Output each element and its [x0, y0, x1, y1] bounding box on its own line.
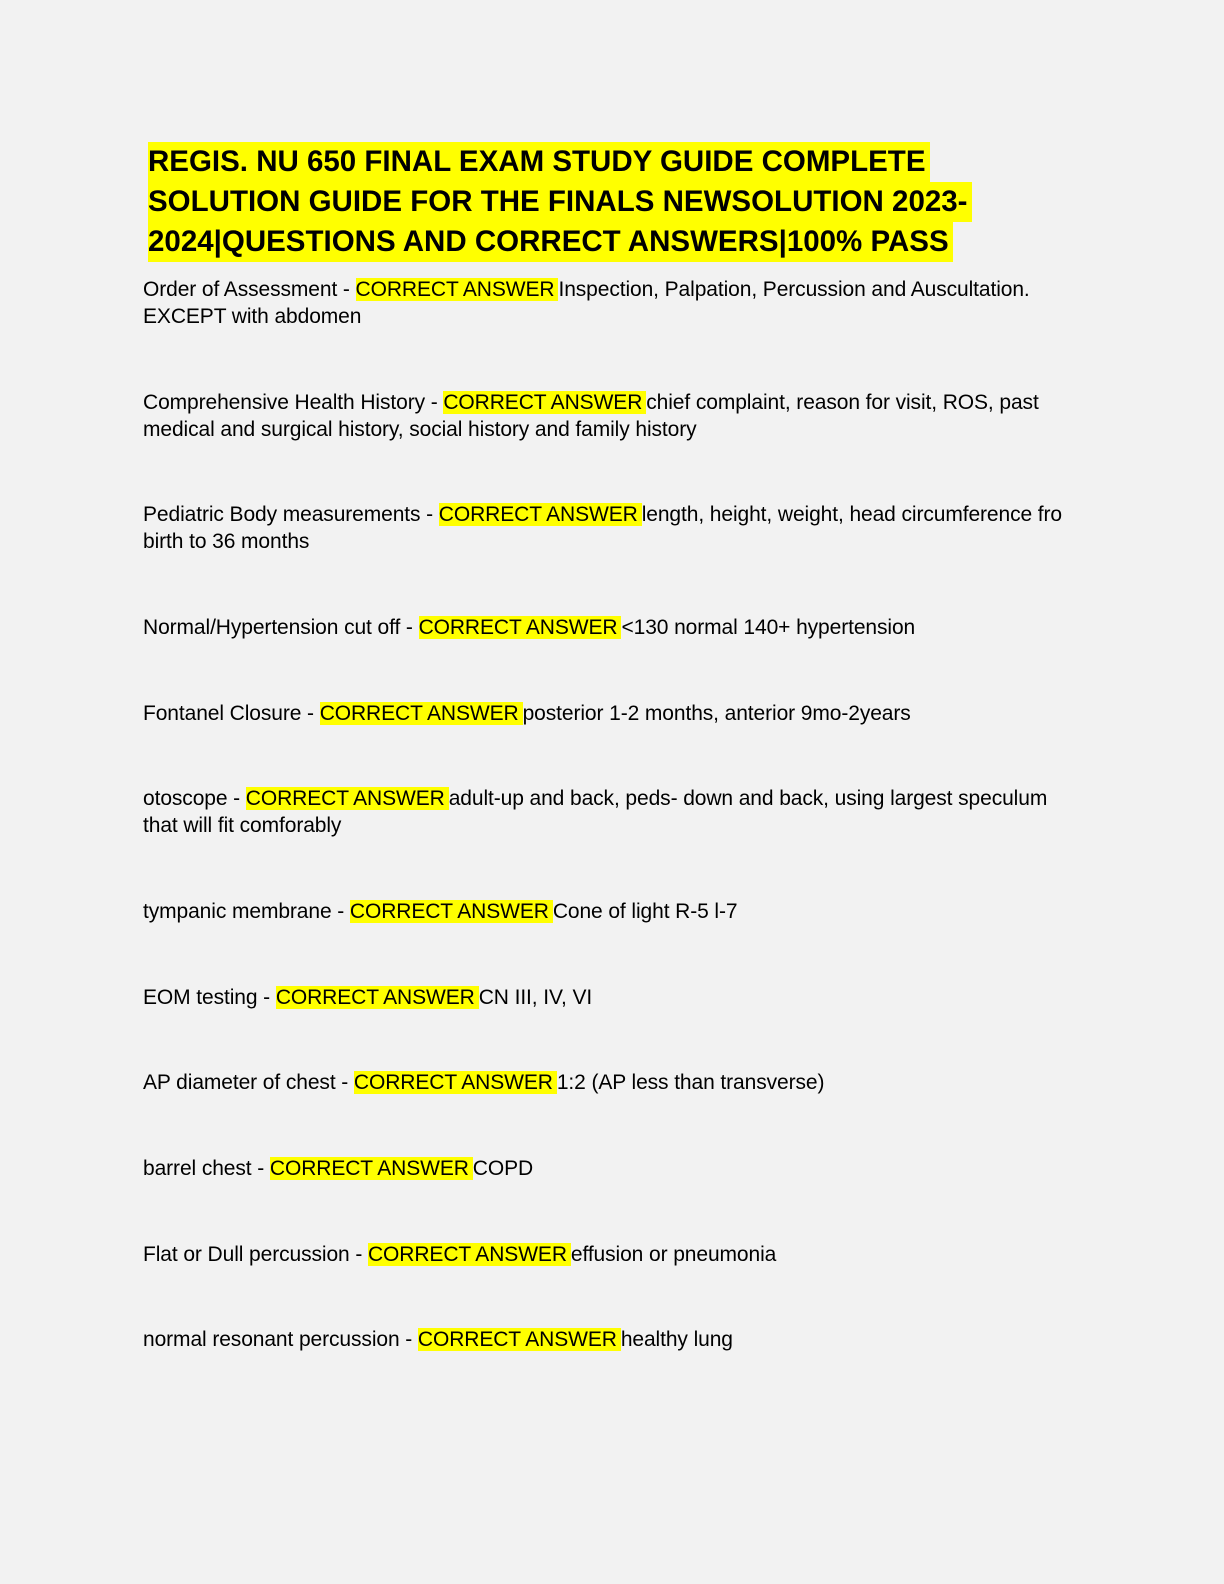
correct-answer-label: CORRECT ANSWER	[356, 278, 559, 301]
qa-answer: length, height, weight, head circumference fro birth to 36 months	[143, 503, 1063, 553]
qa-item	[143, 785, 1073, 839]
qa-answer: Inspection, Palpation, Percussion and Auscultation. EXCEPT with abdomen	[143, 278, 1030, 328]
qa-item	[143, 614, 1073, 641]
correct-answer-label: CORRECT ANSWER	[246, 787, 449, 810]
qa-item	[143, 1241, 1073, 1268]
correct-answer-label: CORRECT ANSWER	[270, 1157, 473, 1180]
qa-item	[143, 984, 1073, 1011]
correct-answer-label: CORRECT ANSWER	[419, 616, 622, 639]
correct-answer-label: CORRECT ANSWER	[443, 391, 646, 414]
title-line: 2024|QUESTIONS AND CORRECT ANSWERS|100% PASS	[148, 222, 953, 262]
correct-answer-label: CORRECT ANSWER	[276, 986, 479, 1009]
qa-answer: Cone of light R-5 l-7	[552, 900, 738, 923]
qa-question: EOM testing -	[143, 986, 276, 1009]
qa-answer: adult-up and back, peds- down and back, using largest speculum that will fit comforably	[143, 787, 1048, 837]
qa-answer: COPD	[472, 1157, 534, 1180]
qa-item	[143, 898, 1073, 925]
correct-answer-label: CORRECT ANSWER	[368, 1243, 571, 1266]
qa-question: AP diameter of chest -	[143, 1071, 354, 1094]
qa-question: Pediatric Body measurements -	[143, 503, 439, 526]
qa-answer: effusion or pneumonia	[570, 1243, 777, 1266]
correct-answer-label: CORRECT ANSWER	[439, 503, 642, 526]
title-line: SOLUTION GUIDE FOR THE FINALS NEWSOLUTION 2023-	[148, 182, 972, 222]
qa-question: tympanic membrane -	[143, 900, 350, 923]
correct-answer-label: CORRECT ANSWER	[320, 702, 523, 725]
qa-item	[143, 501, 1073, 555]
qa-question: Flat or Dull percussion -	[143, 1243, 368, 1266]
qa-question: barrel chest -	[143, 1157, 270, 1180]
qa-answer: 1:2 (AP less than transverse)	[556, 1071, 825, 1094]
qa-item	[143, 1069, 1073, 1096]
qa-question: normal resonant percussion -	[143, 1328, 418, 1351]
qa-item	[143, 700, 1073, 727]
title-line: REGIS. NU 650 FINAL EXAM STUDY GUIDE COMPLETE	[148, 142, 930, 182]
correct-answer-label: CORRECT ANSWER	[354, 1071, 557, 1094]
qa-question: Order of Assessment -	[143, 278, 356, 301]
correct-answer-label: CORRECT ANSWER	[418, 1328, 621, 1351]
qa-question: Normal/Hypertension cut off -	[143, 616, 419, 639]
qa-question: otoscope -	[143, 787, 246, 810]
qa-answer: <130 normal 140+ hypertension	[621, 616, 916, 639]
qa-answer: chief complaint, reason for visit, ROS, past medical and surgical history, social history and family history	[143, 391, 1039, 441]
qa-answer: posterior 1-2 months, anterior 9mo-2years	[522, 702, 911, 725]
qa-item	[143, 276, 1073, 330]
qa-question: Comprehensive Health History -	[143, 391, 444, 414]
qa-item	[143, 1155, 1073, 1182]
qa-answer: CN III, IV, VI	[478, 986, 593, 1009]
qa-item	[143, 389, 1073, 443]
qa-question: Fontanel Closure -	[143, 702, 320, 725]
qa-item	[143, 1326, 1073, 1353]
document-title	[148, 142, 1048, 262]
correct-answer-label: CORRECT ANSWER	[350, 900, 553, 923]
qa-answer: healthy lung	[620, 1328, 733, 1351]
